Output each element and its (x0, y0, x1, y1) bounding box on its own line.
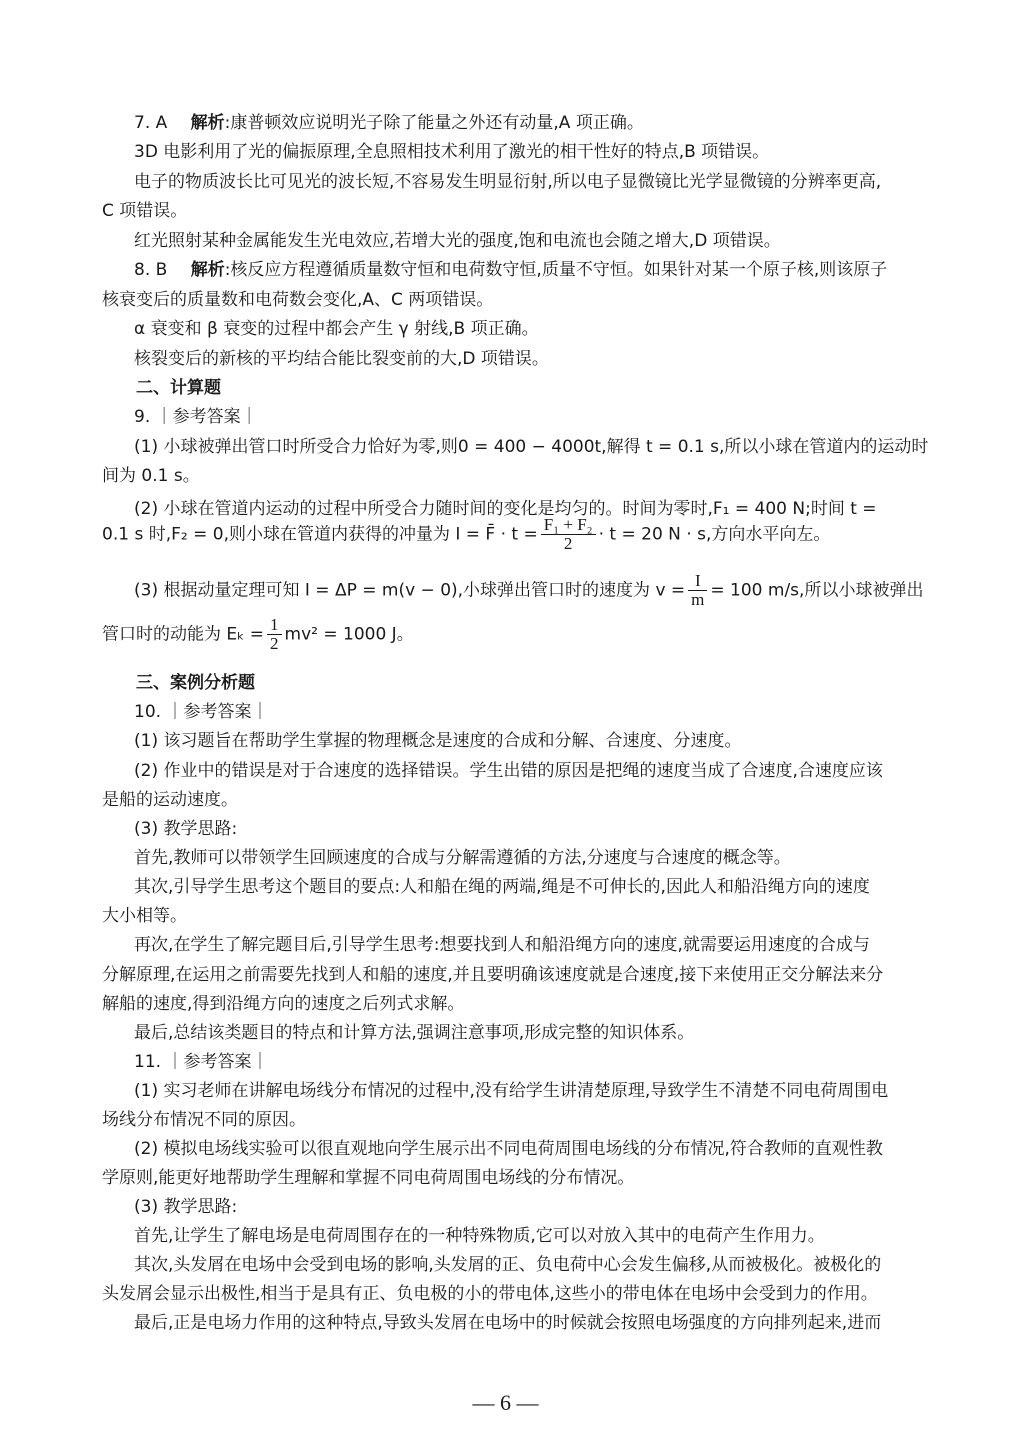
text-line: (1) 实习老师在讲解电场线分布情况的过程中,没有给学生讲清楚原理,导致学生不清楚不同电荷周围电 (134, 1081, 889, 1101)
formula-text: mv² = 1000 J。 (284, 624, 414, 645)
fraction-denominator: 2 (563, 534, 573, 553)
text-line: 学原则,能更好地帮助学生理解和掌握不同电荷周围电场线的分布情况。 (102, 1168, 635, 1188)
text-line: 分解原理,在运用之前需要先找到人和船的速度,并且要明确该速度就是合速度,接下来使用正交分解法来分 (102, 965, 884, 985)
text-line: (3) 教学思路: (134, 819, 238, 839)
formula-text: · t = 20 N · s,方向水平向左。 (598, 524, 831, 545)
fraction-numerator: F₁ + F₂ (541, 516, 596, 535)
text-line: 核衰变后的质量数和电荷数会变化,A、C 两项错误。 (102, 290, 494, 310)
text-line: 其次,引导学生思考这个题目的要点:人和船在绳的两端,绳是不可伸长的,因此人和船沿绳方向的速度 (134, 877, 870, 897)
text-line: 9. ｜参考答案｜ (134, 407, 258, 427)
text-line (0, 616, 1011, 653)
text-line: (1) 该习题旨在帮助学生掌握的物理概念是速度的合成和分解、合速度、分速度。 (134, 731, 742, 751)
page-number: — 6 — (472, 1390, 539, 1415)
analysis-text: :康普顿效应说明光子除了能量之外还有动量,A 项正确。 (224, 113, 644, 133)
text-line: 大小相等。 (102, 906, 187, 926)
text-line: 最后,总结该类题目的特点和计算方法,强调注意事项,形成完整的知识体系。 (134, 1023, 695, 1043)
text-line (0, 516, 1011, 553)
text-line: 解船的速度,得到沿绳方向的速度之后列式求解。 (102, 994, 465, 1014)
text-line (0, 110, 1011, 136)
text-line: α 衰变和 β 衰变的过程中都会产生 γ 射线,B 项正确。 (134, 319, 539, 339)
text-line (0, 572, 1011, 609)
text-line: 红光照射某种金属能发生光电效应,若增大光的强度,饱和电流也会随之增大,D 项错误。 (134, 231, 781, 251)
text-line: 间为 0.1 s。 (102, 466, 200, 486)
text-line: (2) 模拟电场线实验可以很直观地向学生展示出不同电荷周围电场线的分布情况,符合教师的直观性教 (134, 1139, 883, 1159)
fraction (541, 516, 596, 553)
text-line: (2) 作业中的错误是对于合速度的选择错误。学生出错的原因是把绳的速度当成了合速度,合速度应该 (134, 761, 883, 781)
formula-text: (3) 根据动量定理可知 I = ΔP = m(v − 0),小球弹出管口时的速度为 v = (134, 580, 686, 601)
text-line: 其次,头发屑在电场中会受到电场的影响,头发屑的正、负电荷中心会发生偏移,从而被极化。被极化的 (134, 1255, 882, 1275)
text-line: 首先,教师可以带领学生回顾速度的合成与分解需遵循的方法,分速度与合速度的概念等。 (134, 848, 791, 868)
text-line: 再次,在学生了解完题目后,引导学生思考:想要找到人和船沿绳方向的速度,就需要运用速度的合成与 (134, 935, 870, 955)
formula-text: 0.1 s 时,F₂ = 0,则小球在管道内获得的冲量为 I = F̄ · t = (102, 524, 538, 545)
text-line (0, 257, 1011, 283)
text-line: 是船的运动速度。 (102, 790, 238, 810)
text-line: 10. ｜参考答案｜ (134, 702, 269, 722)
analysis-tag: 解析 (190, 260, 225, 280)
fraction (267, 616, 282, 653)
text-line: 场线分布情况不同的原因。 (102, 1110, 306, 1130)
answer-label: 7. A (134, 113, 173, 133)
fraction-denominator: m (691, 590, 705, 609)
text-line: 首先,让学生了解电场是电荷周围存在的一种特殊物质,它可以对放入其中的电荷产生作用力。 (134, 1226, 825, 1246)
text-line: (1) 小球被弹出管口时所受合力恰好为零,则0 = 400 − 4000t,解得 t = 0.1 s,所以小球在管道内的运动时 (134, 437, 929, 457)
fraction (688, 572, 707, 609)
section-heading: 二、计算题 (136, 378, 221, 398)
text-line: C 项错误。 (102, 201, 188, 221)
text-line: 电子的物质波长比可见光的波长短,不容易发生明显衍射,所以电子显微镜比光学显微镜的分辨率更高, (134, 172, 882, 192)
section-heading: 三、案例分析题 (136, 673, 255, 693)
analysis-tag: 解析 (190, 113, 225, 133)
text-line: (2) 小球在管道内运动的过程中所受合力随时间的变化是均匀的。时间为零时,F₁ = 400 N;时间 t = (134, 499, 877, 519)
text-line: 最后,正是电场力作用的这种特点,导致头发屑在电场中的时候就会按照电场强度的方向排列起来,进而 (134, 1313, 882, 1333)
formula-text: 管口时的动能为 Eₖ = (102, 624, 265, 645)
analysis-text: :核反应方程遵循质量数守恒和电荷数守恒,质量不守恒。如果针对某一个原子核,则该原子 (224, 260, 888, 280)
text-line: 核裂变后的新核的平均结合能比裂变前的大,D 项错误。 (134, 349, 549, 369)
fraction-numerator: I (688, 572, 707, 591)
text-line: 3D 电影利用了光的偏振原理,全息照相技术利用了激光的相干性好的特点,B 项错误。 (134, 142, 770, 162)
fraction-denominator: 2 (270, 634, 279, 653)
formula-text: = 100 m/s,所以小球被弹出 (710, 580, 924, 601)
answer-label: 8. B (134, 260, 173, 280)
text-line: 11. ｜参考答案｜ (134, 1052, 269, 1072)
text-line: (3) 教学思路: (134, 1197, 238, 1217)
fraction-numerator: 1 (267, 616, 282, 635)
text-line: 头发屑会显示出极性,相当于是具有正、负电极的小的带电体,这些小的带电体在电场中会受到力的作用。 (102, 1284, 878, 1304)
